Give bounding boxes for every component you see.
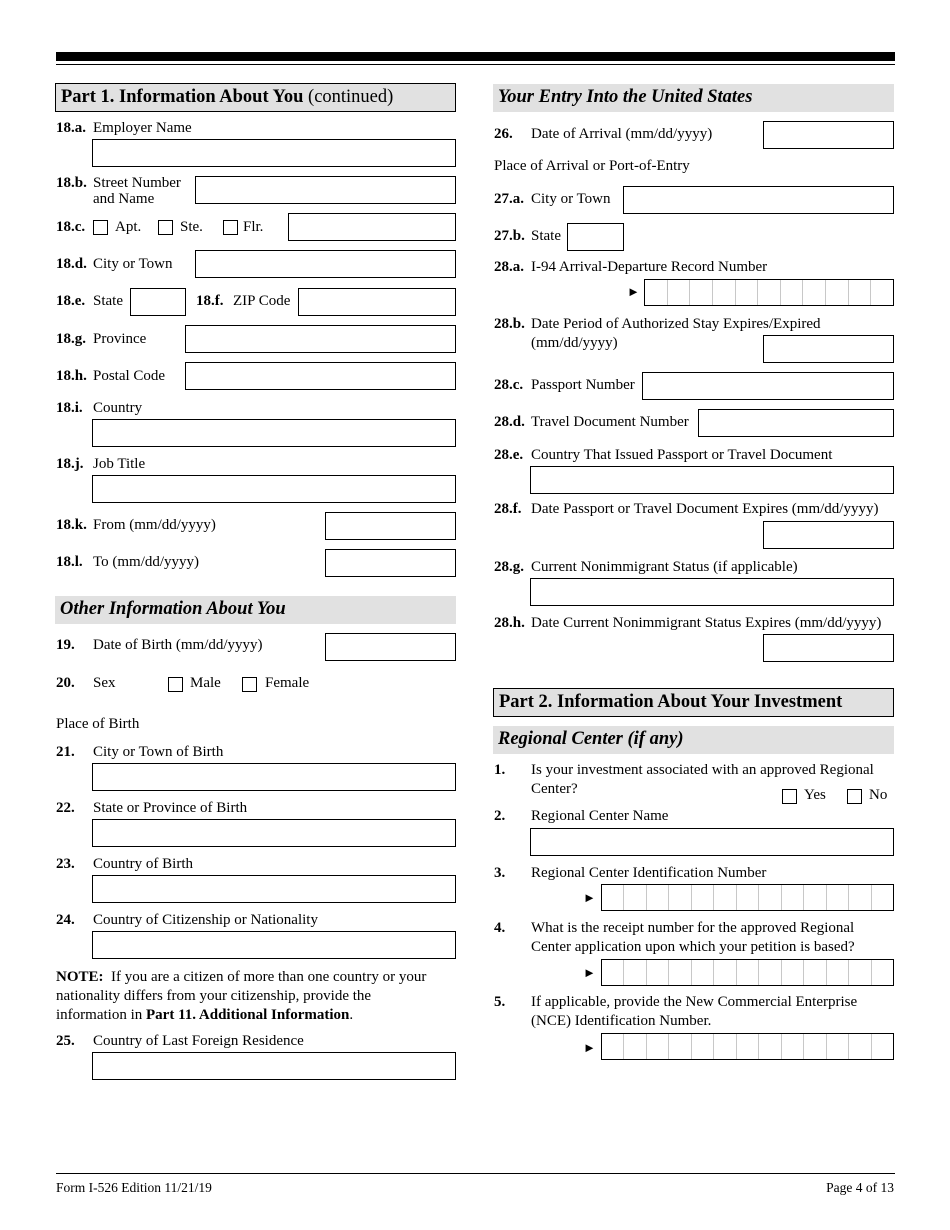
entry-header: Your Entry Into the United States (493, 84, 894, 112)
date-of-arrival-input[interactable] (763, 121, 894, 149)
part1-header (55, 83, 456, 112)
q18e-label: State (93, 293, 123, 309)
q27b-label: State (531, 228, 561, 244)
part2-header: Part 2. Information About Your Investment (493, 688, 894, 717)
p2q4-label-line1: What is the receipt number for the approved Regional (531, 920, 855, 936)
q18b-label-line2: and Name (93, 191, 155, 207)
q18k-label: From (mm/dd/yyyy) (93, 517, 216, 533)
regional-center-id-input[interactable] (601, 884, 894, 911)
q28e-number: 28.e. (494, 447, 524, 463)
nce-id-number-input[interactable] (601, 1033, 894, 1060)
p2q4-label-line2: Center application upon which your petition is based? (531, 939, 855, 955)
q18g-label: Province (93, 331, 147, 347)
q18f-label: ZIP Code (233, 293, 291, 309)
arrow-icon: ► (583, 1040, 596, 1055)
employer-name-input[interactable] (92, 139, 456, 167)
apt-checkbox[interactable] (93, 220, 108, 235)
q18i-label: Country (93, 400, 143, 416)
country-of-citizenship-input[interactable] (92, 931, 456, 959)
note-text-3-end: . (349, 1007, 354, 1023)
q28h-label: Date Current Nonimmigrant Status Expires (mm/dd/yyyy) (531, 615, 882, 631)
note-text-1: If you are a citizen of more than one country or your (111, 969, 427, 985)
sex-female-label: Female (265, 675, 310, 691)
q19-label: Date of Birth (mm/dd/yyyy) (93, 637, 263, 653)
ste-checkbox[interactable] (158, 220, 173, 235)
unit-number-input[interactable] (288, 213, 456, 241)
flr-checkbox[interactable] (223, 220, 238, 235)
other-information-header: Other Information About You (55, 596, 456, 624)
q22-label: State or Province of Birth (93, 800, 248, 816)
q27a-label: City or Town (531, 191, 611, 207)
document-expires-input[interactable] (763, 521, 894, 549)
q22-number: 22. (56, 800, 75, 816)
q23-number: 23. (56, 856, 75, 872)
top-rule-thick (56, 52, 895, 61)
q28e-label: Country That Issued Passport or Travel Document (531, 447, 833, 463)
passport-number-input[interactable] (642, 372, 894, 400)
q18l-number: 18.l. (56, 554, 83, 570)
q24-number: 24. (56, 912, 75, 928)
nonimmigrant-status-input[interactable] (530, 578, 894, 606)
travel-document-number-input[interactable] (698, 409, 894, 437)
page-number: Page 4 of 13 (826, 1180, 894, 1195)
q18a-label: Employer Name (93, 120, 192, 136)
regional-center-yes-label: Yes (804, 787, 826, 803)
regional-center-no-checkbox[interactable] (847, 789, 862, 804)
top-rule-thin (56, 64, 895, 65)
city-town-input[interactable] (195, 250, 456, 278)
q28b-label-line1: Date Period of Authorized Stay Expires/Expired (531, 316, 821, 332)
form-edition: Form I-526 Edition 11/21/19 (56, 1180, 212, 1195)
job-title-input[interactable] (92, 475, 456, 503)
state-of-birth-input[interactable] (92, 819, 456, 847)
q28c-label: Passport Number (531, 377, 635, 393)
postal-code-input[interactable] (185, 362, 456, 390)
sex-female-checkbox[interactable] (242, 677, 257, 692)
q28b-number: 28.b. (494, 316, 525, 332)
employment-from-date-input[interactable] (325, 512, 456, 540)
arrow-icon: ► (627, 284, 640, 299)
apt-label: Apt. (115, 219, 142, 235)
state-select[interactable] (130, 288, 186, 316)
q18b-number: 18.b. (56, 175, 87, 191)
q25-label: Country of Last Foreign Residence (93, 1033, 304, 1049)
q18a-number: 18.a. (56, 120, 86, 136)
p2q4-number: 4. (494, 920, 506, 936)
q18g-number: 18.g. (56, 331, 86, 347)
part1-title: Part 1. Information About You (61, 87, 304, 107)
country-of-birth-input[interactable] (92, 875, 456, 903)
q20-number: 20. (56, 675, 75, 691)
q23-label: Country of Birth (93, 856, 193, 872)
p2q1-number: 1. (494, 762, 506, 778)
place-of-birth-label: Place of Birth (56, 716, 140, 732)
q25-number: 25. (56, 1033, 75, 1049)
arrival-state-select[interactable] (567, 223, 624, 251)
footer-rule (56, 1173, 895, 1174)
p2q1-label-line1: Is your investment associated with an approved Regional (531, 762, 874, 778)
employment-to-date-input[interactable] (325, 549, 456, 577)
q21-number: 21. (56, 744, 75, 760)
q18k-number: 18.k. (56, 517, 87, 533)
country-input[interactable] (92, 419, 456, 447)
note-text-3: information in (56, 1007, 143, 1023)
part1-suffix: (continued) (308, 87, 394, 107)
q28f-label: Date Passport or Travel Document Expires (mm/dd/yyyy) (531, 501, 879, 517)
q18l-label: To (mm/dd/yyyy) (93, 554, 200, 570)
regional-center-no-label: No (869, 787, 888, 803)
q28h-number: 28.h. (494, 615, 525, 631)
i94-record-number-input[interactable] (644, 279, 894, 306)
sex-male-checkbox[interactable] (168, 677, 183, 692)
q28a-label: I-94 Arrival-Departure Record Number (531, 259, 768, 275)
q18h-number: 18.h. (56, 368, 87, 384)
q28g-label: Current Nonimmigrant Status (if applicable) (531, 559, 798, 575)
q28d-label: Travel Document Number (531, 414, 689, 430)
q18d-number: 18.d. (56, 256, 87, 272)
regional-center-yes-checkbox[interactable] (782, 789, 797, 804)
country-of-last-residence-input[interactable] (92, 1052, 456, 1080)
province-input[interactable] (185, 325, 456, 353)
p2q2-number: 2. (494, 808, 506, 824)
zip-code-input[interactable] (298, 288, 456, 316)
note-label: NOTE: (56, 969, 104, 985)
q18j-number: 18.j. (56, 456, 84, 472)
city-of-birth-input[interactable] (92, 763, 456, 791)
q18b-label-line1: Street Number (93, 175, 181, 191)
arrival-city-input[interactable] (623, 186, 894, 214)
note-part11-reference: Part 11. Additional Information (146, 1007, 350, 1023)
arrow-icon: ► (583, 890, 596, 905)
date-of-birth-input[interactable] (325, 633, 456, 661)
p2q5-label-line1: If applicable, provide the New Commercial Enterprise (531, 994, 858, 1010)
q27b-number: 27.b. (494, 228, 525, 244)
ste-label: Ste. (180, 219, 203, 235)
q28c-number: 28.c. (494, 377, 524, 393)
place-of-arrival-label: Place of Arrival or Port-of-Entry (494, 158, 690, 174)
arrow-icon: ► (583, 965, 596, 980)
p2q3-number: 3. (494, 865, 506, 881)
q28a-number: 28.a. (494, 259, 524, 275)
p2q3-label: Regional Center Identification Number (531, 865, 767, 881)
q18d-label: City or Town (93, 256, 173, 272)
q24-label: Country of Citizenship or Nationality (93, 912, 318, 928)
regional-center-name-input[interactable] (530, 828, 894, 856)
regional-center-header: Regional Center (if any) (493, 726, 894, 754)
note-text-2: nationality differs from your citizenship, provide the (56, 988, 372, 1004)
q28d-number: 28.d. (494, 414, 525, 430)
q20-label: Sex (93, 675, 116, 691)
status-expires-input[interactable] (763, 634, 894, 662)
q18j-label: Job Title (93, 456, 146, 472)
q18i-number: 18.i. (56, 400, 83, 416)
q28g-number: 28.g. (494, 559, 524, 575)
p2q5-number: 5. (494, 994, 506, 1010)
receipt-number-input[interactable] (601, 959, 894, 986)
note-line-3 (56, 1006, 456, 1025)
q26-number: 26. (494, 126, 513, 142)
flr-label: Flr. (243, 219, 264, 235)
q28f-number: 28.f. (494, 501, 522, 517)
issuing-country-input[interactable] (530, 466, 894, 494)
note-block (56, 968, 456, 1025)
q26-label: Date of Arrival (mm/dd/yyyy) (531, 126, 713, 142)
q19-number: 19. (56, 637, 75, 653)
q27a-number: 27.a. (494, 191, 524, 207)
sex-male-label: Male (190, 675, 221, 691)
street-number-input[interactable] (195, 176, 456, 204)
authorized-stay-expires-input[interactable] (763, 335, 894, 363)
q18e-number: 18.e. (56, 293, 86, 309)
note-line-1 (56, 968, 456, 987)
q21-label: City or Town of Birth (93, 744, 224, 760)
q18h-label: Postal Code (93, 368, 166, 384)
q18c-number: 18.c. (56, 219, 86, 235)
p2q2-label: Regional Center Name (531, 808, 669, 824)
p2q5-label-line2: (NCE) Identification Number. (531, 1013, 712, 1029)
q28b-label-line2: (mm/dd/yyyy) (531, 335, 618, 351)
q18f-number: 18.f. (196, 293, 224, 309)
p2q1-label-line2: Center? (531, 781, 578, 797)
